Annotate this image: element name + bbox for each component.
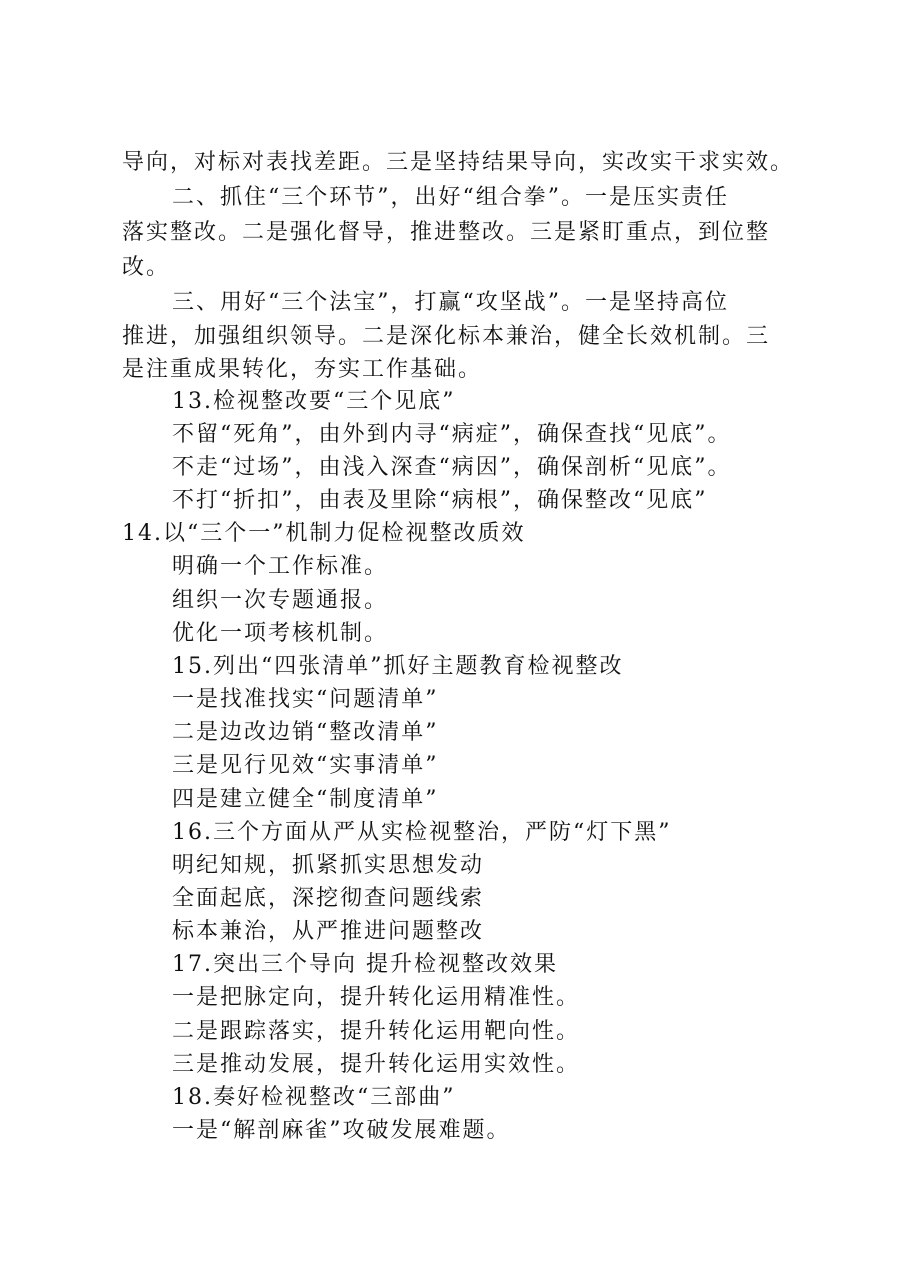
item-heading: 16.三个方面从严从实检视整治，严防“灯下黑” [172,820,672,845]
text-line: 三是见行见效“实事清单” [172,753,439,778]
item-heading: 13.检视整改要“三个见底” [172,389,456,414]
text-line: 落实整改。二是强化督导，推进整改。三是紧盯重点，到位整 [122,220,771,245]
text-line: 二是跟踪落实，提升转化运用靶向性。 [172,1019,581,1044]
text-line: 导向，对标对表找差距。三是坚持结果导向，实改实干求实效。 [122,150,795,175]
text-line: 一是“解剖麻雀”攻破发展难题。 [172,1118,511,1143]
text-line: 全面起底，深挖彻查问题线索 [172,886,485,911]
item-heading: 17.突出三个导向 提升检视整改效果 [172,952,558,977]
text-line: 是注重成果转化，夯实工作基础。 [122,357,483,382]
text-line: 优化一项考核机制。 [172,621,389,646]
text-line: 不留“死角”，由外到内寻“病症”，确保查找“见底”。 [172,422,732,447]
item-heading: 18.奏好检视整改“三部曲” [172,1085,456,1110]
text-line: 明纪知规，抓紧抓实思想发动 [172,853,485,878]
section-heading: 二、抓住“三个环节”，出好“组合拳”。一是压实责任 [172,185,729,210]
item-heading: 14.以“三个一”机制力促检视整改质效 [122,521,526,546]
text-line: 标本兼治，从严推进问题整改 [172,919,485,944]
text-line: 一是把脉定向，提升转化运用精准性。 [172,985,581,1010]
text-line: 不走“过场”，由浅入深查“病因”，确保剖析“见底”。 [172,455,732,480]
text-line: 组织一次专题通报。 [172,588,389,613]
section-heading: 三、用好“三个法宝”，打赢“攻坚战”。一是坚持高位 [172,290,729,315]
text-line: 明确一个工作标准。 [172,554,389,579]
text-line: 三是推动发展，提升转化运用实效性。 [172,1052,581,1077]
item-heading: 15.列出“四张清单”抓好主题教育检视整改 [172,654,624,679]
text-line: 改。 [122,255,171,280]
text-line: 不打“折扣”，由表及里除“病根”，确保整改“见底” [172,488,708,513]
text-line: 二是边改边销“整改清单” [172,720,439,745]
text-line: 推进，加强组织领导。二是深化标本兼治，健全长效机制。三 [122,324,771,349]
text-line: 一是找准找实“问题清单” [172,687,439,712]
text-line: 四是建立健全“制度清单” [172,787,439,812]
